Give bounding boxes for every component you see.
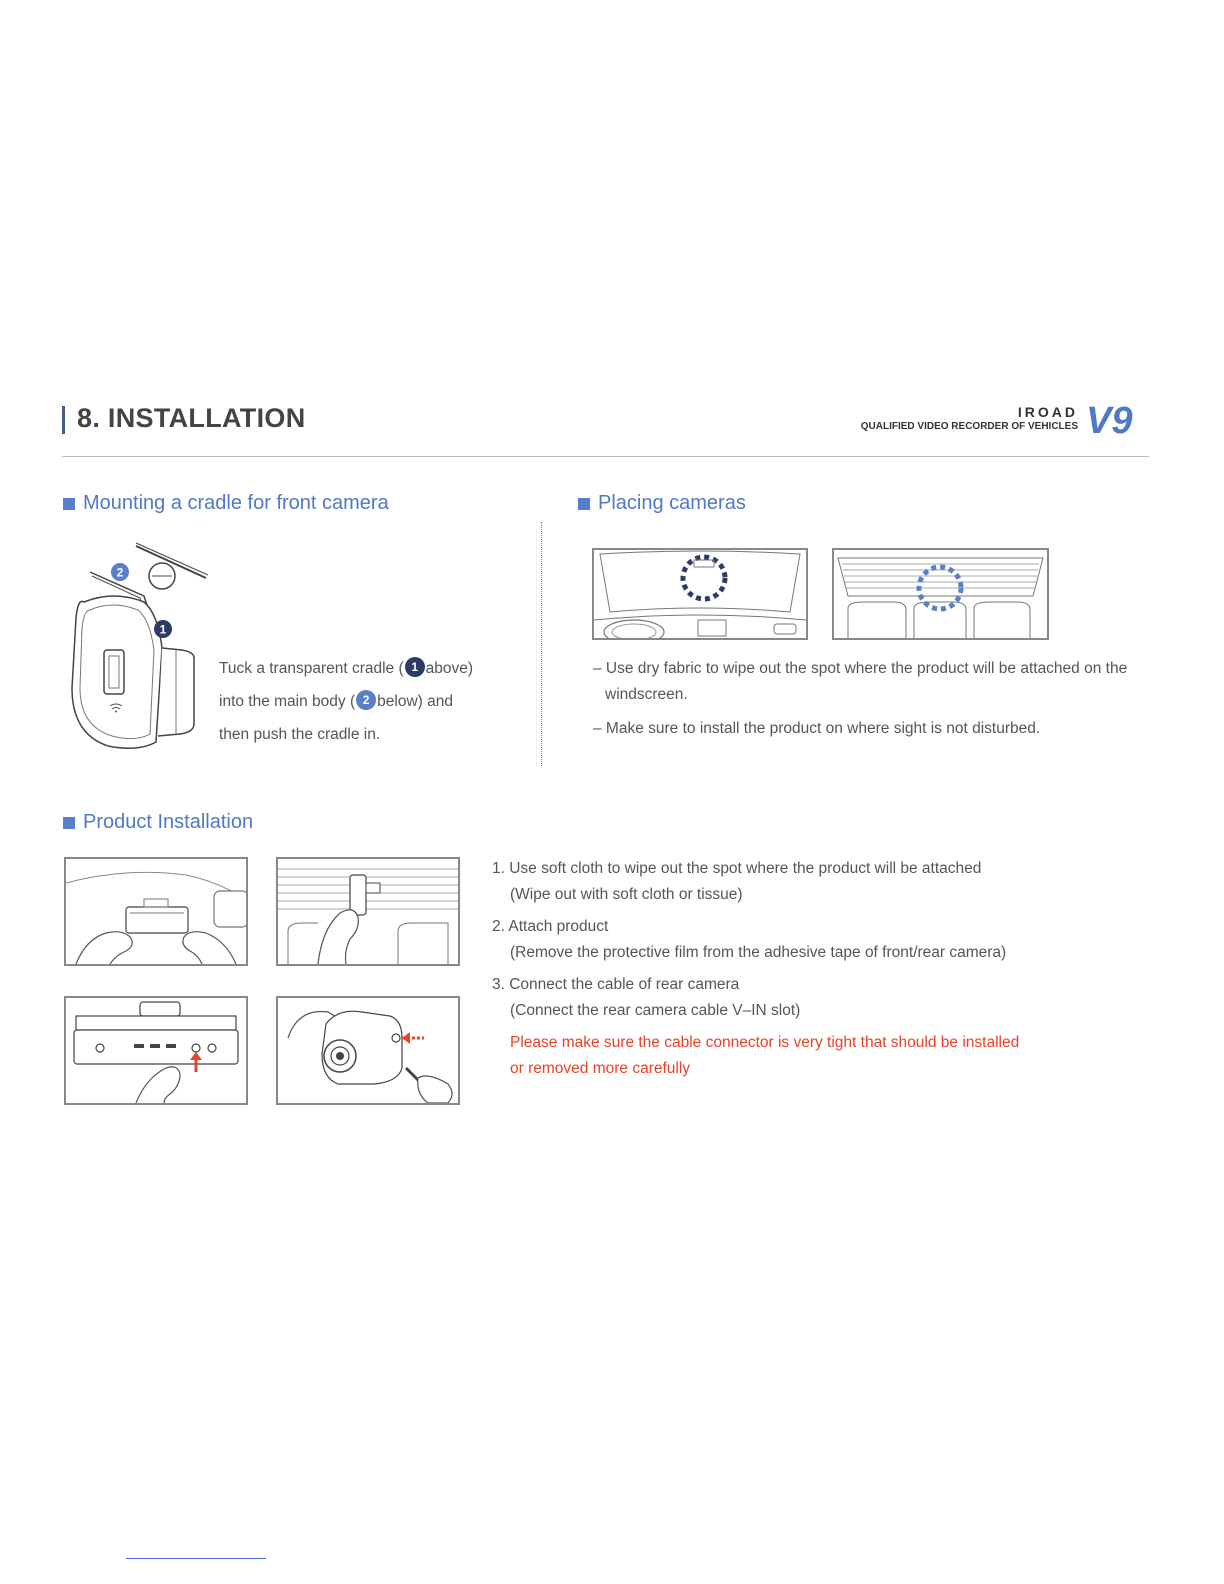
v9-logo-text: V9 (1086, 400, 1133, 438)
placing-heading (578, 492, 746, 515)
placing-note-1: – Use dry fabric to wipe out the spot where the product will be attached on the windscreen. (593, 660, 1128, 703)
install-step-connect-front-image (64, 996, 248, 1105)
brand-block (861, 404, 1078, 434)
brand-name: IROAD (1017, 404, 1078, 420)
install-step-1-title: 1. Use soft cloth to wipe out the spot where the product will be attached (492, 860, 982, 877)
install-step-2-title: 2. Attach product (492, 918, 609, 935)
warning-line-2: or removed more carefully (510, 1060, 691, 1077)
install-step-3-title: 3. Connect the cable of rear camera (492, 976, 740, 993)
install-step-2 (492, 914, 1092, 966)
rear-windshield-image (832, 548, 1049, 640)
mounting-heading (63, 492, 389, 515)
install-step-1-sub: (Wipe out with soft cloth or tissue) (510, 886, 743, 903)
install-step-1 (492, 856, 1092, 908)
warning-line-1: Please make sure the cable connector is very tight that should be installed (510, 1034, 1020, 1051)
cradle-illustration (66, 538, 216, 754)
cradle-line1-post: above) (425, 660, 474, 677)
install-step-connect-rear-image (276, 996, 460, 1105)
page-title: 8. INSTALLATION (77, 403, 306, 433)
badge-1: 1 (405, 657, 425, 677)
square-bullet-icon (63, 498, 75, 510)
mounting-heading-label: Mounting a cradle for front camera (83, 492, 389, 514)
cradle-line3: then push the cradle in. (219, 726, 381, 743)
installation-heading-label: Product Installation (83, 811, 254, 833)
installation-heading (63, 811, 253, 834)
placing-note-2: – Make sure to install the product on where sight is not disturbed. (593, 720, 1041, 737)
install-step-wipe-image (64, 857, 248, 966)
install-step-2-sub: (Remove the protective film from the adhesive tape of front/rear camera) (510, 944, 1007, 961)
brand-tagline: QUALIFIED VIDEO RECORDER OF VEHICLES (860, 421, 1078, 432)
placing-heading-label: Placing cameras (598, 492, 746, 514)
square-bullet-icon (63, 817, 75, 829)
square-bullet-icon (578, 498, 590, 510)
svg-text:1: 1 (159, 622, 167, 637)
install-step-3 (492, 972, 1092, 1024)
header-divider (62, 456, 1149, 457)
v9-logo (1084, 400, 1150, 438)
badge-2: 2 (356, 690, 376, 710)
front-windshield-image (592, 548, 808, 640)
cradle-instructions (219, 652, 519, 751)
install-step-attach-image (276, 857, 460, 966)
cradle-line1-pre: Tuck a transparent cradle ( (219, 660, 404, 677)
svg-text:2: 2 (116, 565, 124, 580)
warning-note (492, 1030, 1092, 1082)
footer-underline (126, 1558, 266, 1559)
column-divider (541, 522, 542, 766)
installation-steps (492, 856, 1092, 1082)
cradle-line2-pre: into the main body ( (219, 693, 356, 710)
title-accent-bar (62, 406, 65, 434)
install-step-3-sub: (Connect the rear camera cable V–IN slot) (510, 1002, 801, 1019)
cradle-line2-post: below) and (377, 693, 453, 710)
placing-notes (593, 656, 1153, 750)
